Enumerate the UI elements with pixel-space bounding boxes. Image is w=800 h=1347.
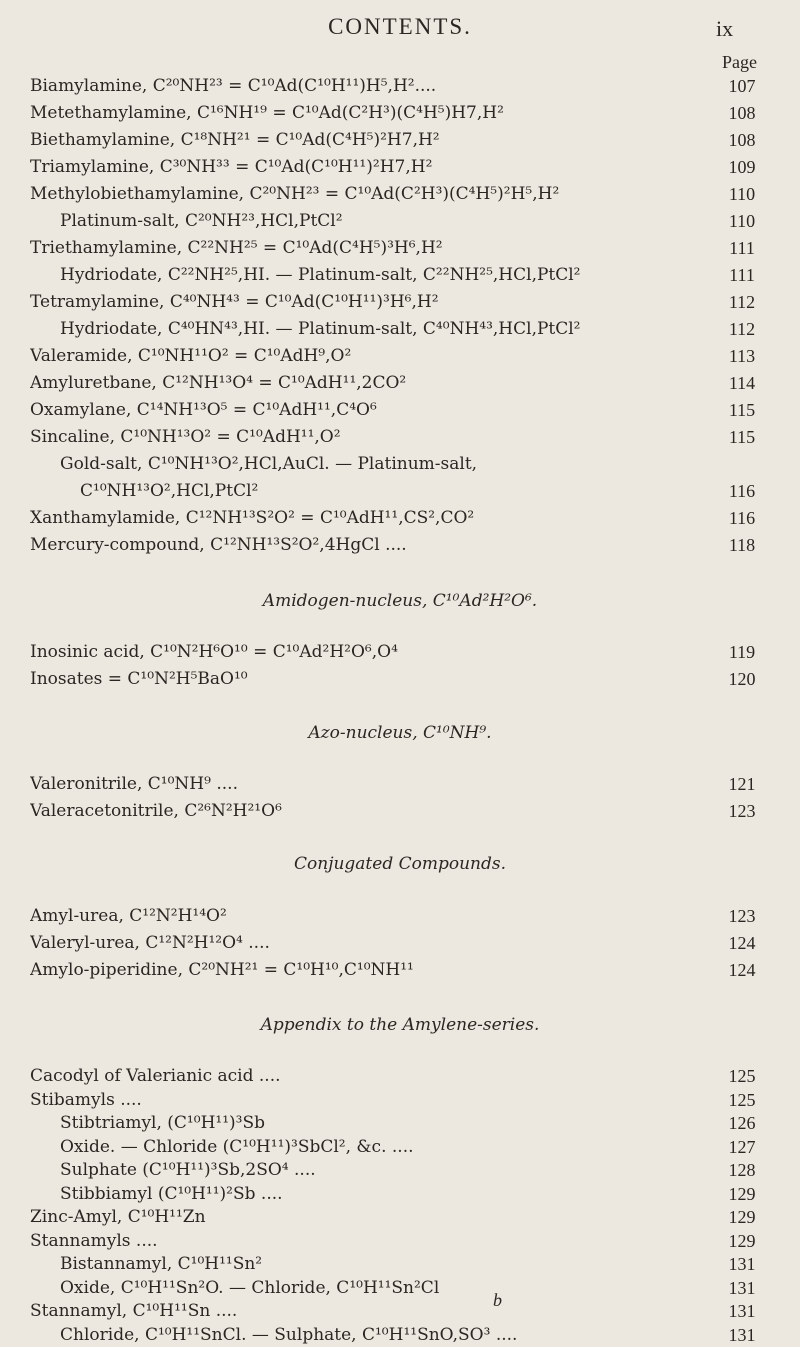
page-number: ix — [716, 16, 734, 41]
toc-page-number: 116 — [728, 481, 756, 501]
toc-entry: Gold-salt, C¹⁰NH¹³O²,HCl,AuCl. — Platinum-salt, — [60, 454, 478, 474]
toc-page-number: 129 — [728, 1207, 756, 1227]
toc-page-number: 131 — [728, 1301, 756, 1321]
toc-entry: Inosates = C¹⁰N²H⁵BaO¹⁰ 120 — [0, 667, 800, 691]
toc-page-number: 110 — [728, 184, 756, 204]
toc-entry: Methylobiethamylamine, C²⁰NH²³ = C¹⁰Ad(C²H³)(C⁴H⁵)²H⁵,H² 110 — [0, 182, 800, 206]
section-heading: Appendix to the Amylene-series. — [260, 1015, 540, 1035]
toc-entry: Triamylamine, C³⁰NH³³ = C¹⁰Ad(C¹⁰H¹¹)²H7,H² 109 — [0, 155, 800, 179]
toc-page-number: 112 — [728, 319, 756, 339]
toc-page-number: 125 — [728, 1066, 756, 1086]
toc-page-number: 127 — [728, 1136, 756, 1157]
toc-entry: Zinc-Amyl, C¹⁰H¹¹Zn 129 — [0, 1205, 800, 1229]
toc-entry: Stibamyls .... 125 — [0, 1088, 800, 1112]
toc-entry: Amylo-piperidine, C²⁰NH²¹ = C¹⁰H¹⁰,C¹⁰NH¹¹ 124 — [0, 958, 800, 982]
toc-page-number: 124 — [728, 933, 756, 953]
toc-entry: Valeryl-urea, C¹²N²H¹²O⁴ .... 124 — [0, 931, 800, 955]
toc-page-number: 108 — [728, 103, 756, 123]
toc-page-number: 131 — [728, 1254, 756, 1274]
toc-entry: Hydriodate, C²²NH²⁵,HI. — Platinum-salt, C²²NH²⁵,HCl,PtCl² 111 — [0, 263, 800, 287]
toc-entry: Stibtriamyl, (C¹⁰H¹¹)³Sb 126 — [0, 1111, 800, 1135]
toc-entry: Biamylamine, C²⁰NH²³ = C¹⁰Ad(C¹⁰H¹¹)H⁵,H².... 107 — [0, 74, 800, 98]
toc-page-number: 113 — [728, 346, 756, 366]
toc-entry: Valeramide, C¹⁰NH¹¹O² = C¹⁰AdH⁹,O² 113 — [0, 344, 800, 368]
toc-entry: Sulphate (C¹⁰H¹¹)³Sb,2SO⁴ .... 128 — [0, 1158, 800, 1182]
toc-entry: Biethamylamine, C¹⁸NH²¹ = C¹⁰Ad(C⁴H⁵)²H7,H² 108 — [0, 128, 800, 152]
toc-entry: Inosinic acid, C¹⁰N²H⁶O¹⁰ = C¹⁰Ad²H²O⁶,O⁴ 119 — [0, 640, 800, 664]
toc-entry: Amyl-urea, C¹²N²H¹⁴O² 123 — [0, 904, 800, 928]
toc-entry: Stannamyls .... 129 — [0, 1229, 800, 1253]
toc-entry: Oxide. — Chloride (C¹⁰H¹¹)³SbCl², &c. .... 127 — [0, 1135, 800, 1159]
toc-entry: Xanthamylamide, C¹²NH¹³S²O² = C¹⁰AdH¹¹,CS²,CO² 116 — [0, 506, 800, 530]
page-column-label: Page — [722, 52, 757, 72]
toc-page-number: 109 — [728, 157, 756, 177]
toc-entry: Valeronitrile, C¹⁰NH⁹ .... 121 — [0, 772, 800, 796]
toc-entry: Hydriodate, C⁴⁰HN⁴³,HI. — Platinum-salt, C⁴⁰NH⁴³,HCl,PtCl² 112 — [0, 317, 800, 341]
section-heading: Amidogen-nucleus, C¹⁰Ad²H²O⁶. — [262, 591, 538, 611]
toc-entry: Stibbiamyl (C¹⁰H¹¹)²Sb .... 129 — [0, 1182, 800, 1206]
toc-entry: Triethamylamine, C²²NH²⁵ = C¹⁰Ad(C⁴H⁵)³H⁶,H² 111 — [0, 236, 800, 260]
toc-page-number: 115 — [728, 427, 756, 447]
toc-entry: Valeracetonitrile, C²⁶N²H²¹O⁶ 123 — [0, 799, 800, 823]
section-heading: Conjugated Compounds. — [294, 854, 506, 874]
toc-page-number: 112 — [728, 292, 756, 312]
toc-page-number: 110 — [728, 211, 756, 231]
toc-page-number: 115 — [728, 400, 756, 420]
page-title: CONTENTS. — [328, 14, 472, 39]
toc-page-number: 129 — [728, 1230, 756, 1251]
toc-page-number: 128 — [728, 1160, 756, 1180]
toc-page-number: 131 — [728, 1277, 756, 1298]
toc-entry: Platinum-salt, C²⁰NH²³,HCl,PtCl² 110 — [0, 209, 800, 233]
toc-page-number: 125 — [728, 1089, 756, 1110]
toc-page-number: 123 — [728, 906, 756, 926]
toc-page-number: 108 — [728, 130, 756, 150]
toc-page-number: 111 — [729, 238, 755, 258]
toc-entry: Amyluretbane, C¹²NH¹³O⁴ = C¹⁰AdH¹¹,2CO² 114 — [0, 371, 800, 395]
toc-page-number: 118 — [728, 535, 756, 555]
toc-page-number: 111 — [729, 265, 755, 285]
toc-page-number: 129 — [728, 1183, 756, 1204]
toc-page-number: 124 — [728, 960, 756, 980]
toc-page-number: 123 — [728, 801, 756, 821]
toc-page-number: 126 — [728, 1113, 756, 1133]
signature-mark: b — [493, 1290, 502, 1310]
toc-entry: Tetramylamine, C⁴⁰NH⁴³ = C¹⁰Ad(C¹⁰H¹¹)³H⁶,H² 112 — [0, 290, 800, 314]
toc-page-number: 120 — [728, 669, 756, 689]
toc-entry: Sincaline, C¹⁰NH¹³O² = C¹⁰AdH¹¹,O² 115 — [0, 425, 800, 449]
toc-page-number: 131 — [728, 1324, 756, 1345]
toc-page-number: 116 — [728, 508, 756, 528]
toc-page-number: 119 — [728, 642, 756, 662]
toc-entry: Cacodyl of Valerianic acid .... 125 — [0, 1064, 800, 1088]
toc-entry: Chloride, C¹⁰H¹¹SnCl. — Sulphate, C¹⁰H¹¹SnO,SO³ .... 131 — [0, 1323, 800, 1347]
toc-page-number: 107 — [728, 76, 756, 96]
toc-entry: Mercury-compound, C¹²NH¹³S²O²,4HgCl .... 118 — [0, 533, 800, 557]
section-heading: Azo-nucleus, C¹⁰NH⁹. — [308, 723, 492, 743]
toc-page-number: 114 — [728, 373, 756, 393]
toc-entry: C¹⁰NH¹³O²,HCl,PtCl² 116 — [0, 479, 800, 503]
toc-entry: Stannamyl, C¹⁰H¹¹Sn .... 131 — [0, 1299, 800, 1323]
toc-entry: Oxide, C¹⁰H¹¹Sn²O. — Chloride, C¹⁰H¹¹Sn²Cl 131 — [0, 1276, 800, 1300]
toc-entry: Oxamylane, C¹⁴NH¹³O⁵ = C¹⁰AdH¹¹,C⁴O⁶ 115 — [0, 398, 800, 422]
toc-entry: Bistannamyl, C¹⁰H¹¹Sn² 131 — [0, 1252, 800, 1276]
toc-entry: Metethamylamine, C¹⁶NH¹⁹ = C¹⁰Ad(C²H³)(C⁴H⁵)H7,H² 108 — [0, 101, 800, 125]
toc-page-number: 121 — [728, 774, 756, 794]
